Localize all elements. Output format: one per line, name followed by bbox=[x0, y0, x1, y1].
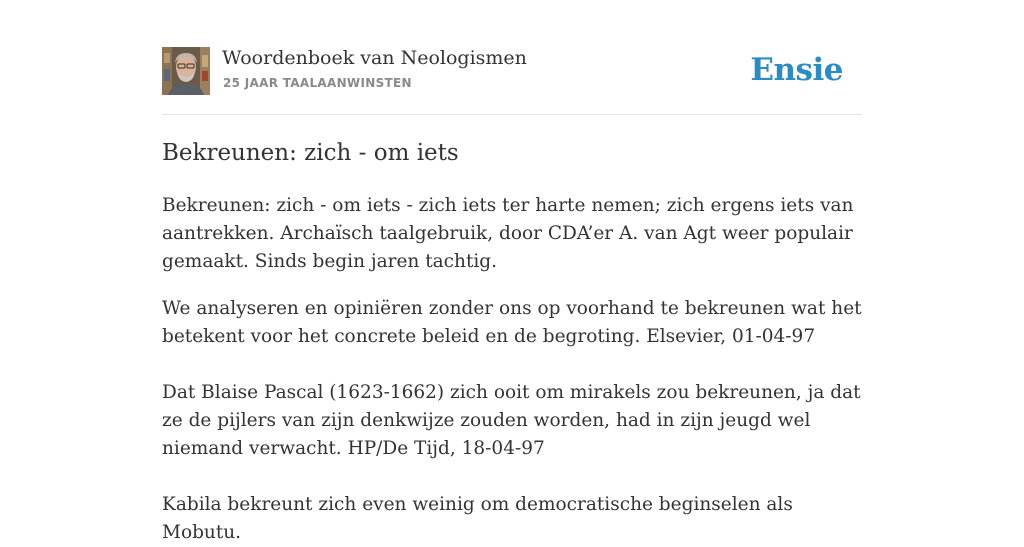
publication-name[interactable]: Woordenboek van Neologismen bbox=[222, 47, 527, 69]
definition-paragraph: Bekreunen: zich - om iets - zich iets ter harte nemen; zich ergens iets van aantrekken. Archaïsch taalgebruik, door CDA’er A. van Agt weer populair gemaakt. Sinds begin jaren tachtig. bbox=[162, 195, 854, 272]
quote-paragraph: Kabila bekreunt zich even weinig om democratische beginselen als Mobutu. bbox=[162, 494, 793, 543]
quote-paragraph: Dat Blaise Pascal (1623-1662) zich ooit om mirakels zou bekreunen, ja dat ze de pijlers van zijn denkwijze zouden worden, had in zijn jeugd wel niemand verwacht. HP/De Tijd, 18-04-97 bbox=[162, 382, 861, 459]
publication-header bbox=[162, 46, 862, 115]
article-title: Bekreunen: zich - om iets bbox=[162, 140, 459, 166]
quote-paragraph: We analyseren en opiniëren zonder ons op voorhand te bekreunen wat het betekent voor het concrete beleid en de begroting. Elsevier, 01-04-97 bbox=[162, 298, 862, 347]
avatar-portrait-icon bbox=[162, 47, 210, 95]
author-avatar[interactable] bbox=[162, 47, 210, 95]
article bbox=[162, 136, 862, 547]
publication-subtitle: 25 JAAR TAALAANWINSTEN bbox=[223, 76, 412, 90]
ensie-logo[interactable]: Ensie bbox=[750, 52, 843, 88]
